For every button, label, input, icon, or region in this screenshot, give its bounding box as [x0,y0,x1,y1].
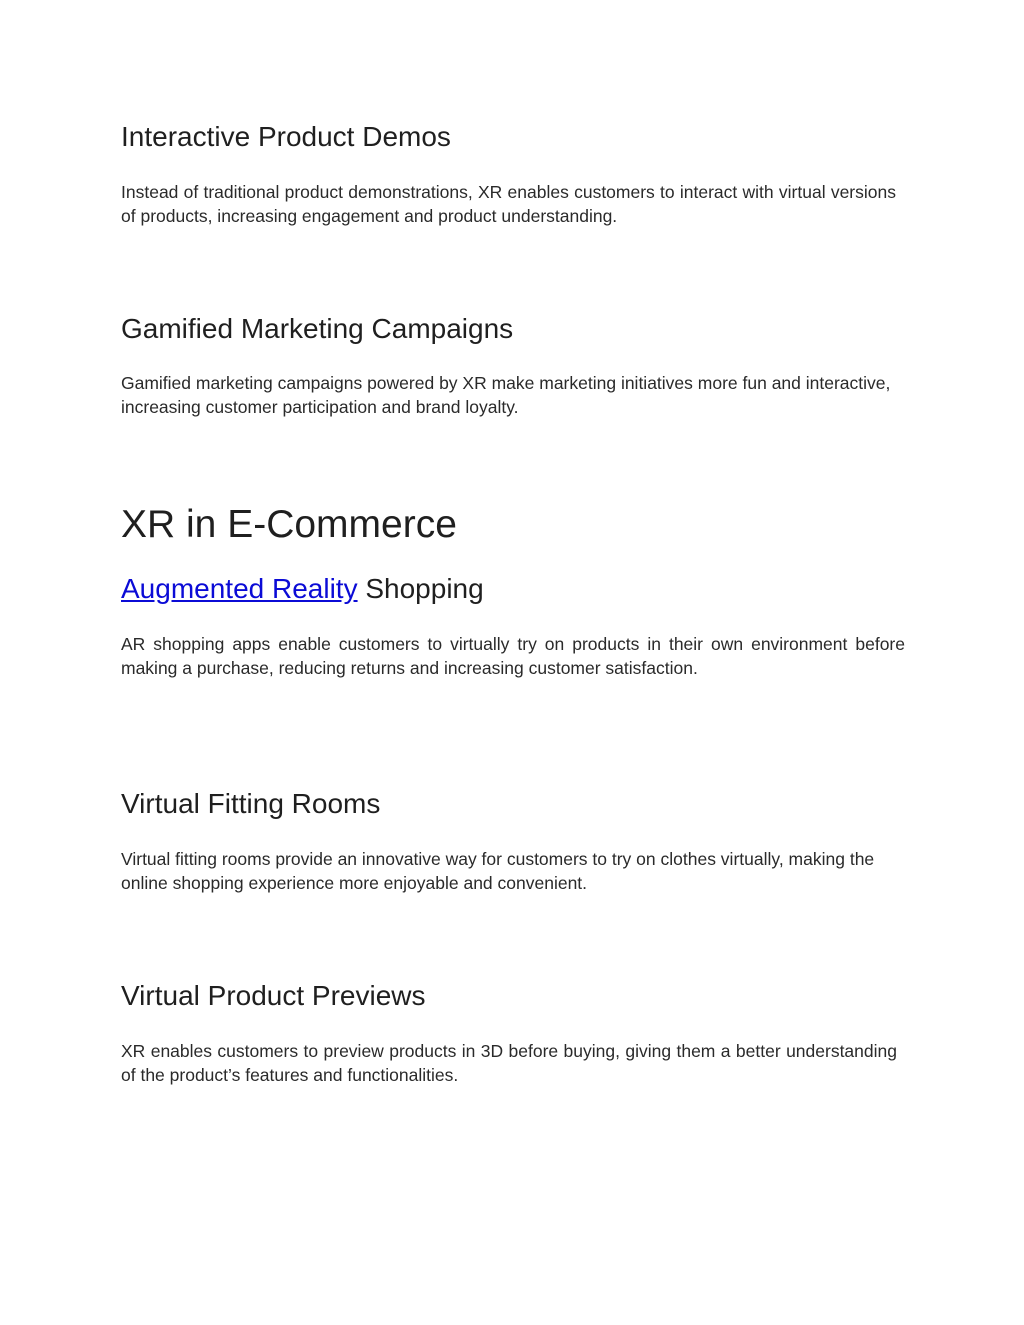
section-body: Instead of traditional product demonstrations, XR enables customers to interact with virtual versions of products, increasing engagement and product understanding. [121,182,896,226]
section-heading: Virtual Product Previews [121,980,426,1011]
section-body: Gamified marketing campaigns powered by XR make marketing initiatives more fun and interactive, increasing customer participation and brand loyalty. [121,373,891,417]
section-body: AR shopping apps enable customers to virtually try on products in their own environment before making a purchase, reducing returns and increasing customer satisfaction. [121,634,905,678]
section-body: Virtual fitting rooms provide an innovative way for customers to try on clothes virtually, making the online shopping experience more enjoyable and convenient. [121,849,875,893]
augmented-reality-link[interactable]: Augmented Reality [121,573,358,604]
section-heading: Virtual Fitting Rooms [121,788,381,819]
section-heading: Gamified Marketing Campaigns [121,313,514,344]
section-body: XR enables customers to preview products in 3D before buying, giving them a better understanding of the product’s features and functionalities. [121,1041,897,1085]
chapter-title: XR in E-Commerce [121,503,457,546]
section-heading-ar-shopping [121,572,484,606]
section-heading-rest: Shopping [357,573,484,604]
section-heading: Interactive Product Demos [121,121,451,152]
